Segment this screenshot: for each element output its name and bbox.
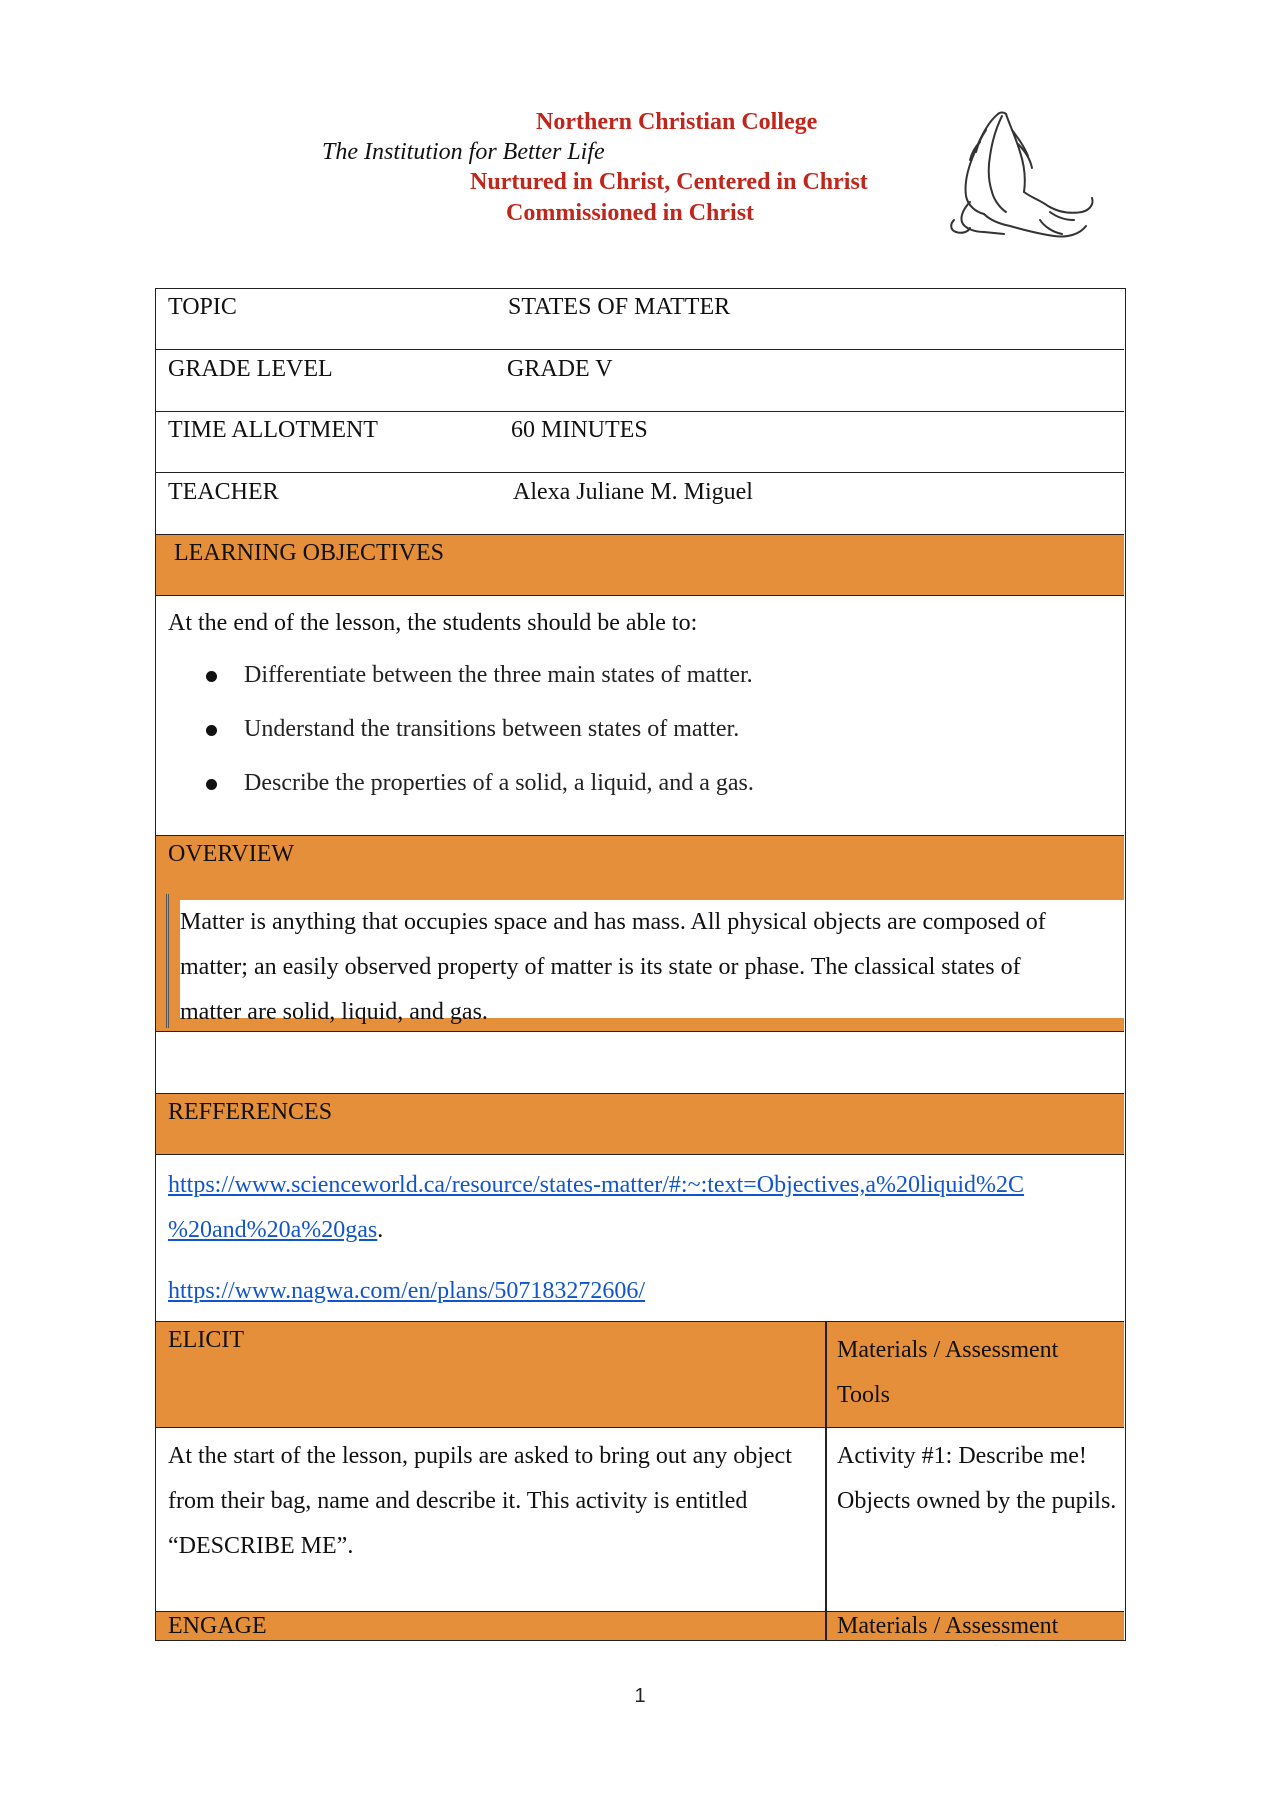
info-label: TOPIC — [168, 294, 237, 320]
column-divider — [825, 1612, 827, 1640]
blank-row — [156, 1032, 1124, 1094]
section-heading: LEARNING OBJECTIVES — [168, 540, 444, 566]
materials-heading: Materials / Assessment — [837, 1613, 1059, 1639]
elicit-body-row — [156, 1428, 1124, 1612]
materials-heading-line: Materials / Assessment — [837, 1337, 1059, 1363]
references-heading-row — [156, 1094, 1124, 1155]
list-item: Understand the transitions between states of matter. — [206, 716, 754, 770]
list-item: Describe the properties of a solid, a liquid, and a gas. — [206, 770, 754, 824]
engage-heading-row — [156, 1612, 1124, 1640]
page-number: 1 — [634, 1685, 646, 1707]
overview-frame — [166, 894, 1124, 1028]
info-label: TEACHER — [168, 479, 279, 505]
list-item: Differentiate between the three main states of matter. — [206, 662, 754, 716]
info-value: Alexa Juliane M. Miguel — [513, 479, 753, 505]
materials-heading-line: Tools — [837, 1382, 890, 1408]
elicit-heading-row — [156, 1322, 1124, 1428]
column-divider — [825, 1322, 827, 1428]
college-name: Northern Christian College — [536, 109, 818, 135]
lesson-plan-table — [155, 288, 1126, 1641]
objectives-heading-row — [156, 535, 1124, 596]
section-heading: ELICIT — [168, 1327, 244, 1353]
objectives-intro: At the end of the lesson, the students should be able to: — [168, 610, 698, 636]
overview-line: matter are solid, liquid, and gas. — [180, 999, 488, 1025]
overview-line: matter; an easily observed property of matter is its state or phase. The classical states of — [180, 954, 1021, 980]
document-header — [0, 0, 1280, 260]
column-divider — [825, 1428, 827, 1612]
elicit-materials: Activity #1: Describe me! Objects owned by the pupils. — [837, 1443, 1117, 1514]
praying-hands-icon — [940, 108, 1096, 246]
materials-heading — [837, 1328, 1117, 1418]
reference-link-2[interactable]: https://www.nagwa.com/en/plans/507183272606/ — [168, 1278, 646, 1304]
reference-link-1[interactable]: https://www.scienceworld.ca/resource/states-matter/#:~:text=Objectives,a%20liquid%2C — [168, 1172, 1025, 1198]
section-heading: ENGAGE — [168, 1613, 267, 1639]
info-value: GRADE V — [507, 356, 613, 382]
reference-link-1-cont[interactable]: %20and%20a%20gas — [168, 1217, 378, 1243]
info-row-teacher — [156, 473, 1124, 535]
overview-paragraph — [180, 900, 1124, 1025]
info-value: STATES OF MATTER — [508, 294, 731, 320]
info-row-topic — [156, 289, 1124, 350]
objectives-body — [156, 596, 1124, 836]
info-row-grade-level — [156, 350, 1124, 412]
tagline-1: Nurtured in Christ, Centered in Christ — [470, 169, 868, 195]
info-row-time-allotment — [156, 412, 1124, 473]
info-label: GRADE LEVEL — [168, 356, 333, 382]
section-heading: OVERVIEW — [168, 841, 295, 867]
objectives-list — [206, 662, 754, 824]
section-heading: REFFERENCES — [168, 1099, 333, 1125]
tagline-2: Commissioned in Christ — [506, 200, 755, 226]
overview-section — [156, 836, 1124, 1032]
overview-line: Matter is anything that occupies space and has mass. All physical objects are composed of — [180, 909, 1046, 935]
info-label: TIME ALLOTMENT — [168, 417, 378, 443]
references-list — [168, 1163, 1024, 1314]
info-value: 60 MINUTES — [511, 417, 648, 443]
college-motto: The Institution for Better Life — [322, 139, 605, 165]
elicit-body: At the start of the lesson, pupils are asked to bring out any object from their bag, name and describe it. This activity is entitled “DESCRIBE ME”. — [168, 1443, 792, 1559]
reference-suffix: . — [377, 1217, 384, 1243]
references-body — [156, 1155, 1124, 1322]
